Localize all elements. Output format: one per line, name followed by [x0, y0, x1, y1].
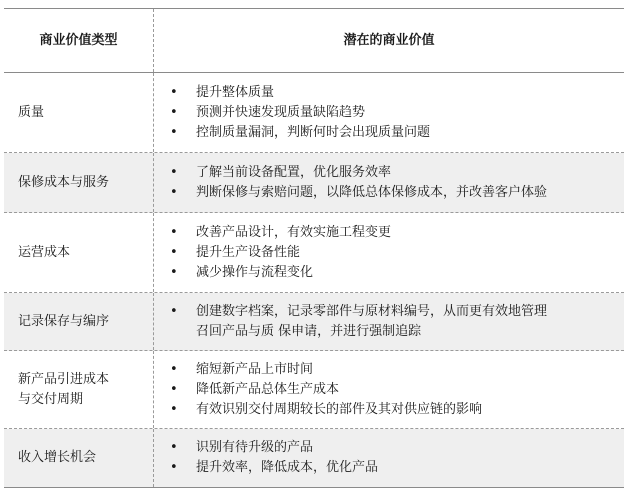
row-values: [154, 293, 624, 350]
bullet-text: 缩短新产品上市时间: [196, 361, 314, 377]
bullet-text: 提升效率，降低成本，优化产品: [196, 460, 379, 475]
bullet-item: [154, 360, 624, 380]
bullet-icon: •: [170, 440, 178, 455]
bullet-text: 了解当前设备配置，优化服务效率: [196, 164, 392, 180]
table-row-records: [4, 293, 624, 351]
table-row-warranty: [4, 153, 624, 213]
table-row-new-product: [4, 351, 624, 429]
row-type: [4, 351, 154, 428]
bullet-text: 判断保修与索赔问题，以降低总体保修成本，并改善客户体验: [196, 184, 548, 200]
bullet-text: 控制质量漏洞，判断何时会出现质量问题: [196, 124, 431, 140]
bullet-icon: •: [170, 460, 178, 475]
bullet-text: 识别有待升级的产品: [196, 440, 314, 455]
bullet-item: [154, 83, 624, 103]
bullet-text: 减少操作与流程变化: [196, 264, 314, 280]
bullet-item: [154, 400, 624, 420]
bullet-icon: •: [170, 164, 178, 180]
bullet-icon: •: [170, 184, 178, 200]
row-values: [154, 429, 624, 487]
bullet-icon: •: [170, 124, 178, 140]
bullet-item: [154, 438, 624, 458]
bullet-icon: •: [170, 303, 178, 319]
bullet-item: [154, 223, 624, 243]
bullet-item: [154, 123, 624, 143]
row-type: 收入增长机会: [4, 429, 154, 487]
row-type-line2: 与交付周期: [18, 391, 84, 407]
table-row-operations: [4, 213, 624, 293]
row-values: [154, 351, 624, 428]
row-type-line1: 新产品引进成本: [18, 371, 110, 387]
bullet-icon: •: [170, 84, 178, 100]
bullet-item: [154, 163, 624, 183]
bullet-text: 有效识别交付周期较长的部件及其对供应链的影响: [196, 401, 483, 417]
bullet-icon: •: [170, 244, 178, 260]
bullet-icon: •: [170, 104, 178, 120]
bullet-icon: •: [170, 224, 178, 240]
table-row-revenue: [4, 429, 624, 487]
row-values: [154, 213, 624, 292]
bullet-item: [154, 183, 624, 203]
bullet-text: 预测并快速发现质量缺陷趋势: [196, 104, 366, 120]
bullet-icon: •: [170, 381, 178, 397]
bullet-text: 创建数字档案，记录零部件与原材料编号，从而更有效地管理: [196, 303, 548, 319]
bullet-text: 提升生产设备性能: [196, 244, 301, 260]
bullet-icon: •: [170, 361, 178, 377]
bullet-icon: •: [170, 264, 178, 280]
row-values: [154, 153, 624, 212]
header-value: [154, 9, 624, 72]
header-type: 商业价值类型: [4, 9, 154, 72]
bullet-continuation: 召回产品与质 保申请，并进行强制追踪: [196, 323, 422, 339]
row-type: 记录保存与编序: [4, 293, 154, 350]
bullet-item: [154, 380, 624, 400]
row-type: 质量: [4, 73, 154, 152]
bullet-text: 降低新产品总体生产成本: [196, 381, 340, 397]
bullet-item: [154, 458, 624, 478]
row-type: 运营成本: [4, 213, 154, 292]
bullet-icon: •: [170, 401, 178, 417]
table-header-row: [4, 9, 624, 73]
row-values: [154, 73, 624, 152]
table-row-quality: [4, 73, 624, 153]
bullet-item: [154, 263, 624, 283]
bullet-item: [154, 243, 624, 263]
bullet-text: 提升整体质量: [196, 84, 275, 100]
bullet-text: 改善产品设计，有效实施工程变更: [196, 224, 392, 240]
bullet-item: [154, 302, 624, 322]
business-value-table: [4, 8, 624, 488]
header-value-label: 潜在的商业价值: [343, 32, 435, 48]
bullet-item: [154, 103, 624, 123]
row-type: 保修成本与服务: [4, 153, 154, 212]
